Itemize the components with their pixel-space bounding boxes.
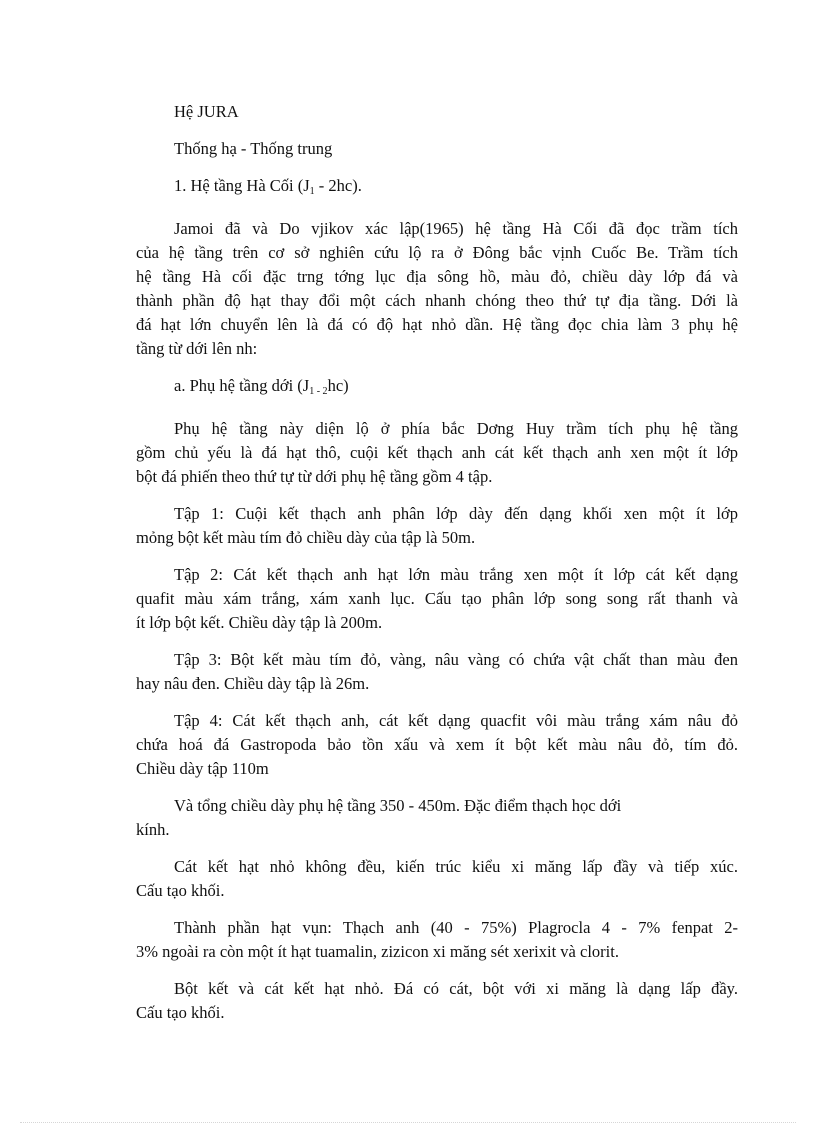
paragraph-tap-1: Tập 1: Cuội kết thạch anh phân lớp dày đến dạng khối xen một ít lớp mỏng bột kết màu tím đỏ chiều dày của tập là 50m. — [136, 504, 738, 547]
paragraph-tong-chieu-day: Và tổng chiều dày phụ hệ tầng 350 - 450m. Đặc điểm thạch học dới kính. — [136, 796, 622, 839]
document-body — [136, 100, 738, 1025]
paragraph-bot-ket: Bột kết và cát kết hạt nhỏ. Đá có cát, bột với xi măng là dạng lấp đầy. Cấu tạo khối. — [136, 979, 738, 1022]
heading-thong: Thống hạ - Thống trung — [174, 139, 333, 158]
paragraph-thanh-phan: Thành phần hạt vụn: Thạch anh (40 - 75%) Plagrocla 4 - 7% fenpat 2- 3% ngoài ra còn một ít hạt tuamalin, zizicon xi măng sét xerixit và clorit. — [136, 918, 738, 961]
subsection-a-title: a. Phụ hệ tầng dới $(J_{1 - 2}hc)$ — [174, 376, 349, 397]
paragraph-intro: Jamoi đã và Do vjikov xác lập(1965) hệ tầng Hà Cối đã đọc trầm tích của hệ tầng trên cơ sở nghiên cứu lộ ra ở Đông bắc vịnh Cuốc Be. Trầm tích hệ tầng Hà cối đặc trng tớng lục địa sông hồ, màu đỏ, chiều dày lớp đá và thành phần độ hạt thay đổi một cách nhanh chóng theo thứ tự địa tầng. Dới là đá hạt lớn chuyển lên là đá có độ hạt nhỏ dần. Hệ tầng đọc chia làm 3 phụ hệ tầng từ dới lên nh: — [136, 219, 738, 358]
paragraph-tap-4: Tập 4: Cát kết thạch anh, cát kết dạng quacfit vôi màu trắng xám nâu đỏ chứa hoá đá Gastropoda bảo tồn xấu và xem ít bột kết màu nâu đỏ, tím đỏ. Chiều dày tập 110m — [136, 711, 738, 778]
paragraph-cat-ket: Cát kết hạt nhỏ không đều, kiến trúc kiểu xi măng lấp đầy và tiếp xúc. Cấu tạo khối. — [136, 857, 738, 900]
paragraph-tap-3: Tập 3: Bột kết màu tím đỏ, vàng, nâu vàng có chứa vật chất than màu đen hay nâu đen. Chiều dày tập là 26m. — [136, 650, 738, 693]
section-1-title: 1. Hệ tầng Hà Cối $(J_1 - 2hc)$. — [174, 176, 362, 197]
paragraph-phu-he-tang: Phụ hệ tầng này diện lộ ở phía bắc Dơng Huy trầm tích phụ hệ tầng gồm chủ yếu là đá hạt thô, cuội kết thạch anh cát kết thạch anh xen một ít lớp bột đá phiến theo thứ tự từ dới phụ hệ tầng gồm 4 tập. — [136, 419, 738, 486]
paragraph-tap-2: Tập 2: Cát kết thạch anh hạt lớn màu trắng xen một ít lớp cát kết dạng quafit màu xám trắng, xám xanh lục. Cấu tạo phân lớp song song rất thanh và ít lớp bột kết. Chiều dày tập là 200m. — [136, 565, 738, 632]
heading-he-jura: Hệ JURA — [174, 102, 239, 121]
